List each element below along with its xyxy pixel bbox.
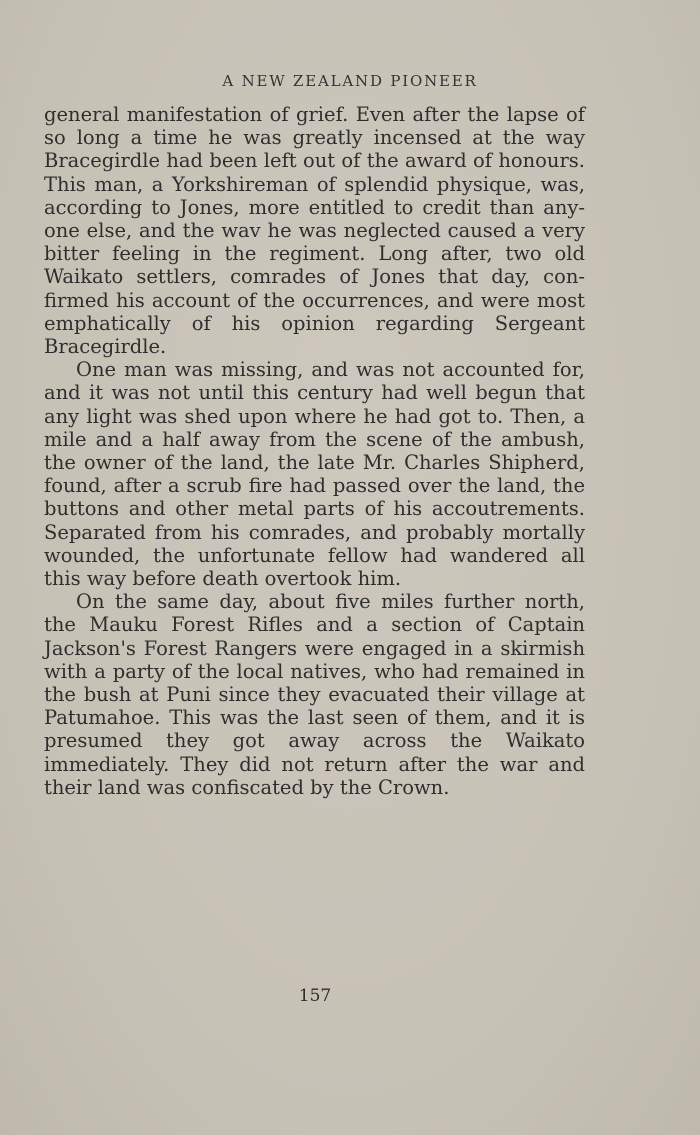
page-number: 157 — [298, 986, 332, 1006]
running-head: A NEW ZEALAND PIONEER — [222, 72, 478, 90]
paragraph: On the same day, about five miles further north, the Mauku Forest Rifles and a section of Captain Jackson's Forest Rangers were engaged in a skirmish with a party of the local natives, who had remained in the bush at Puni since they evacuated their village at Patumahoe. This was the last seen of them, and it is presumed they got away across the Waikato immediately. They did not return after the war and their land was confiscated by the Crown. — [44, 590, 585, 799]
paragraph: One man was missing, and was not accounted for, and it was not until this century had well begun that any light was shed upon where he had got to. Then, a mile and a half away from the scene of the ambush, the owner of the land, the late Mr. Charles Shipherd, found, after a scrub fire had passed over the land, the buttons and other metal parts of his accoutrements. Separated from his comrades, and probably mortally wounded, the unfortunate fellow had wandered all this way before death overtook him. — [44, 358, 585, 591]
body-text — [44, 103, 585, 799]
paragraph: general manifestation of grief. Even after the lapse of so long a time he was greatly incensed at the way Bracegirdle had been left out of the award of honours. This man, a Yorkshireman of splendid physique, was, according to Jones, more entitled to credit than any-one else, and the wav he was neglected caused a very bitter feeling in the regiment. Long after, two old Waikato settlers, comrades of Jones that day, con-firmed his account of the occurrences, and were most emphatically of his opinion regarding Sergeant Bracegirdle. — [44, 103, 585, 359]
